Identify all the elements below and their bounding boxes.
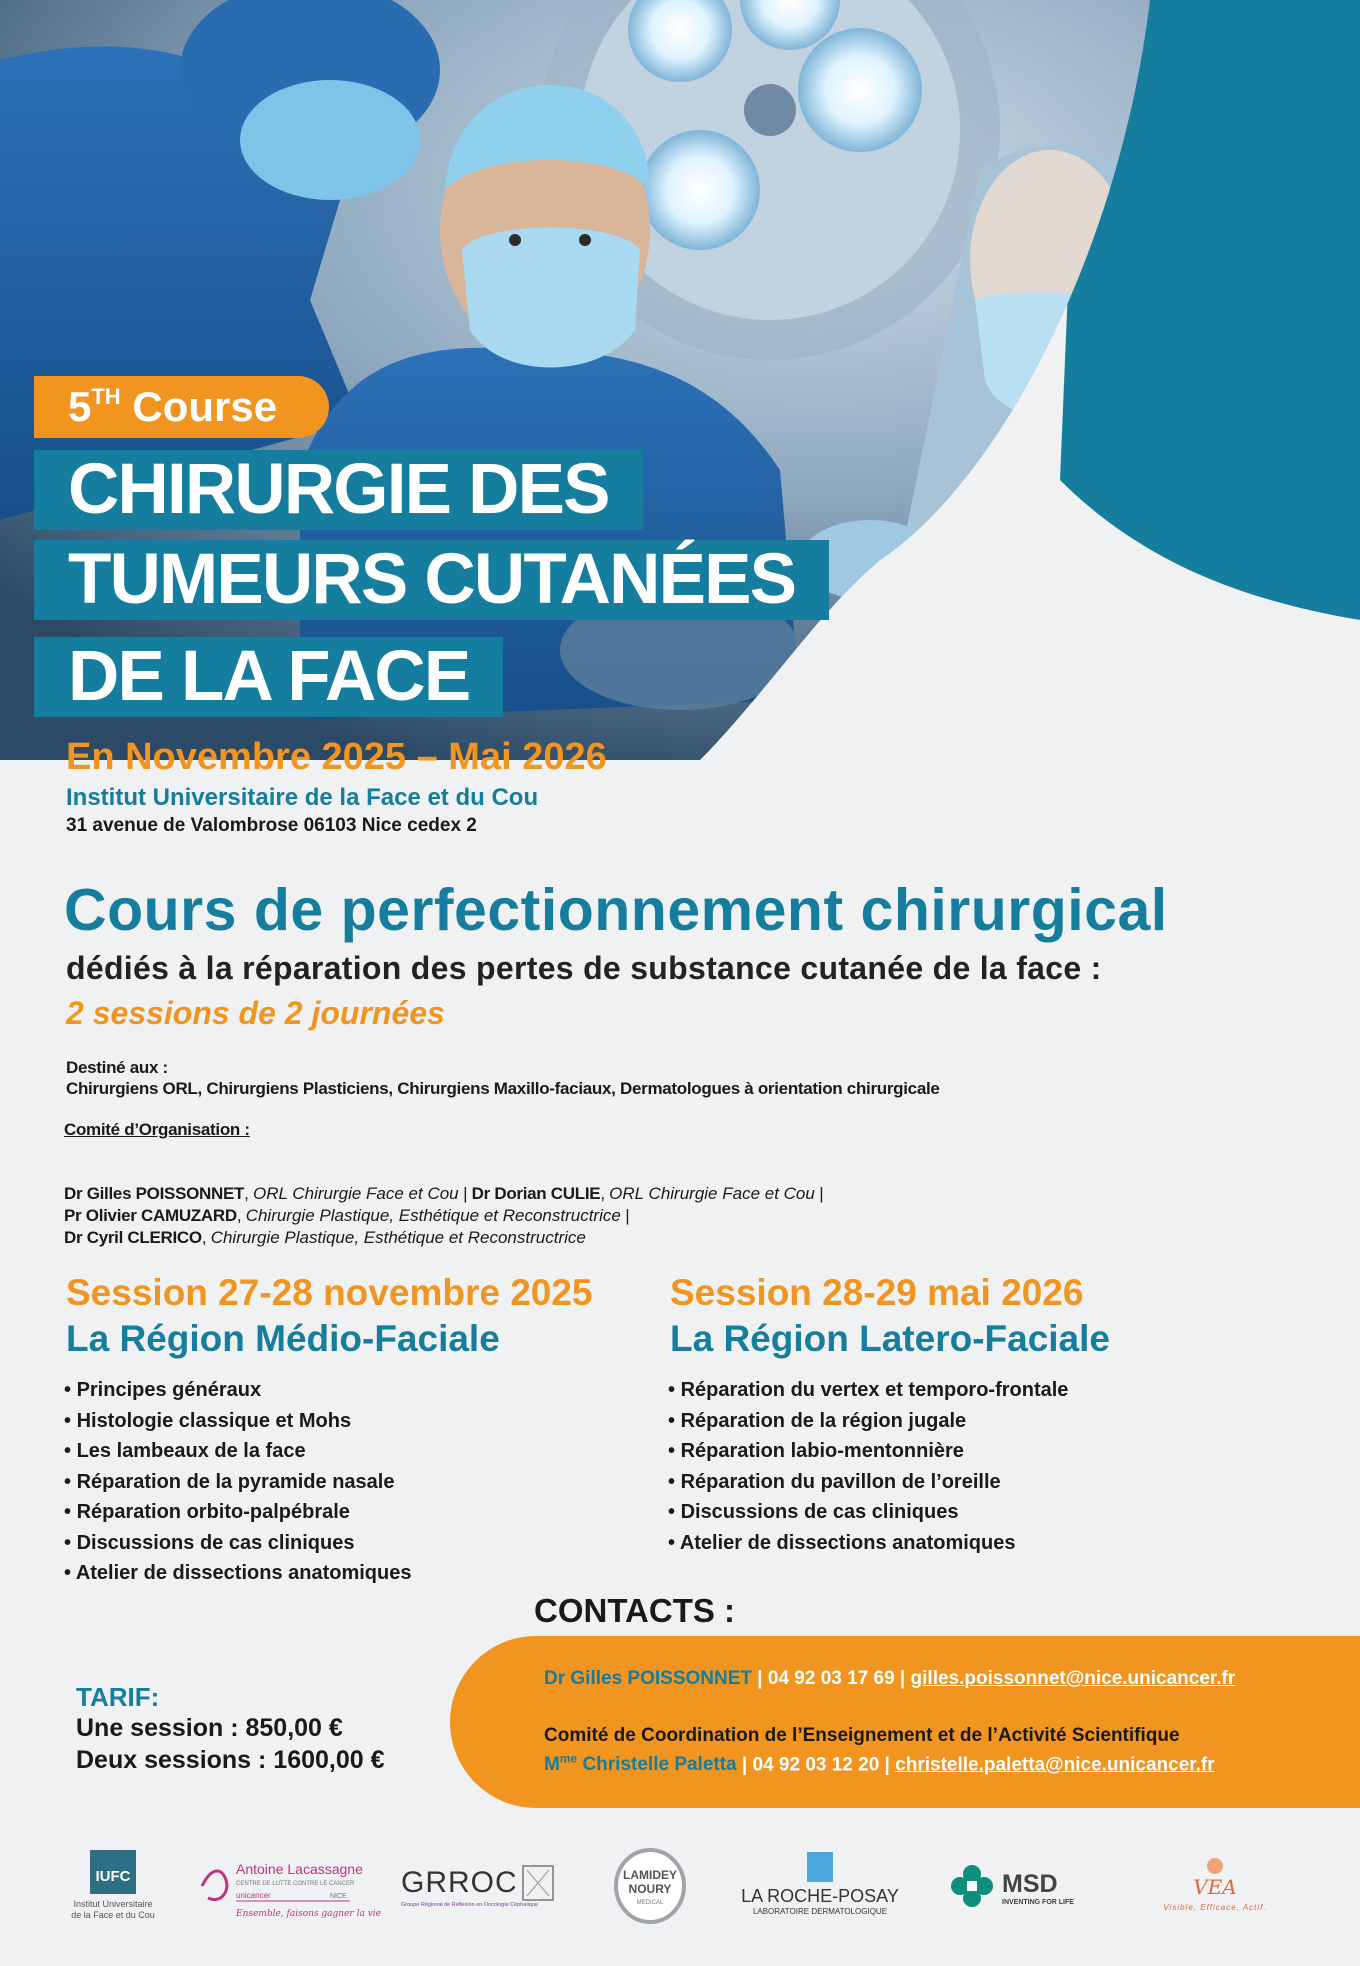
grroc-logo bbox=[395, 1846, 560, 1926]
committee-member-name: Dr Gilles POISSONNET bbox=[64, 1184, 245, 1203]
committee-member-role: ORL Chirurgie Face et Cou bbox=[609, 1184, 815, 1203]
list-item: • Réparation du vertex et temporo-frontale bbox=[668, 1375, 1068, 1406]
svg-text:LAMIDEY: LAMIDEY bbox=[623, 1868, 677, 1882]
tarif-label: TARIF: bbox=[76, 1682, 160, 1712]
contacts-title: CONTACTS : bbox=[534, 1592, 736, 1629]
contact-1-phone: | 04 92 03 17 69 | bbox=[752, 1668, 911, 1689]
msd-logo bbox=[950, 1846, 1100, 1926]
iufc-logo bbox=[60, 1846, 170, 1926]
svg-text:Groupe Régional de Réflexion e: Groupe Régional de Réflexion en Oncologie Céphalique bbox=[401, 1902, 538, 1908]
svg-text:de la Face et du Cou: de la Face et du Cou bbox=[71, 1910, 155, 1920]
title-line-1: CHIRURGIE DES bbox=[34, 450, 643, 530]
committee-member-role: ORL Chirurgie Face et Cou bbox=[252, 1184, 459, 1203]
list-item: • Les lambeaux de la face bbox=[64, 1436, 411, 1467]
svg-text:MSD: MSD bbox=[1002, 1870, 1058, 1898]
contact-1-email-link[interactable]: gilles.poissonnet@nice.unicancer.fr bbox=[910, 1668, 1236, 1689]
svg-text:GRROC: GRROC bbox=[401, 1866, 518, 1899]
contact-2-name: $M^{me}$ Christelle Paletta bbox=[544, 1752, 737, 1776]
svg-text:NICE: NICE bbox=[330, 1893, 347, 1900]
list-item: • Principes généraux bbox=[64, 1375, 411, 1406]
la-roche-posay-logo bbox=[735, 1846, 905, 1926]
list-item: • Atelier de dissections anatomiques bbox=[668, 1528, 1068, 1559]
svg-text:CENTRE DE LUTTE CONTRE LE CANC: CENTRE DE LUTTE CONTRE LE CANCER bbox=[236, 1881, 355, 1887]
svg-text:Ensemble, faisons gagner la vi: Ensemble, faisons gagner la vie bbox=[236, 1909, 381, 1919]
session-1-region: La Région Médio-Faciale bbox=[66, 1318, 500, 1359]
list-item: • Réparation orbito-palpébrale bbox=[64, 1497, 411, 1528]
svg-text:VEA: VEA bbox=[1193, 1875, 1237, 1899]
contact-1-name: Dr Gilles POISSONNET bbox=[544, 1668, 752, 1689]
title-line-2: TUMEURS CUTANÉES bbox=[34, 540, 829, 620]
committee-member-name: Pr Olivier CAMUZARD bbox=[64, 1206, 237, 1225]
audience-list: Chirurgiens ORL, Chirurgiens Plasticiens, Chirurgiens Maxillo-faciaux, Dermatologues à orientation chirurgicale bbox=[66, 1079, 940, 1098]
audience-label: Destiné aux : bbox=[66, 1058, 168, 1077]
sessions-note: 2 sessions de 2 journées bbox=[66, 995, 445, 1031]
tarif-one-session: Une session : 850,00 € bbox=[76, 1714, 343, 1742]
badge-number: 5 bbox=[68, 383, 92, 430]
committee-member-role: Chirurgie Plastique, Esthétique et Reconstructrice bbox=[245, 1206, 621, 1225]
contact-line-1 bbox=[544, 1668, 1235, 1690]
session-2-title: Session 28-29 mai 2026 bbox=[670, 1272, 1084, 1313]
committee-line-1: Dr Gilles POISSONNET, ORL Chirurgie Face et Cou | Dr Dorian CULIE, ORL Chirurgie Face et Cou | bbox=[64, 1184, 824, 1203]
committee-coordination: Comité de Coordination de l’Enseignement et de l’Activité Scientifique bbox=[544, 1725, 1180, 1746]
list-item: • Réparation de la région jugale bbox=[668, 1406, 1068, 1437]
svg-text:MEDICAL: MEDICAL bbox=[636, 1900, 664, 1906]
svg-text:Visible, Efficace, Actif.: Visible, Efficace, Actif. bbox=[1163, 1903, 1267, 1912]
title-line-3: DE LA FACE bbox=[34, 637, 503, 717]
svg-text:LA ROCHE-POSAY: LA ROCHE-POSAY bbox=[741, 1886, 899, 1906]
committee-member-name: Dr Dorian CULIE bbox=[471, 1184, 601, 1203]
intro-heading: Cours de perfectionnement chirurgical bbox=[64, 877, 1168, 943]
svg-text:LABORATOIRE DERMATOLOGIQUE: LABORATOIRE DERMATOLOGIQUE bbox=[752, 1907, 888, 1916]
list-item: • Atelier de dissections anatomiques bbox=[64, 1558, 411, 1589]
svg-text:IUFC: IUFC bbox=[95, 1868, 131, 1885]
list-item: • Histologie classique et Mohs bbox=[64, 1406, 411, 1437]
session-2-region: La Région Latero-Faciale bbox=[670, 1318, 1110, 1359]
svg-text:Institut Universitaire: Institut Universitaire bbox=[73, 1899, 153, 1909]
list-item: • Réparation de la pyramide nasale bbox=[64, 1467, 411, 1498]
vea-logo bbox=[1140, 1846, 1290, 1926]
list-item: • Discussions de cas cliniques bbox=[64, 1528, 411, 1559]
lacassagne-logo bbox=[190, 1846, 381, 1926]
contact-line-2 bbox=[544, 1752, 1215, 1776]
committee-label: Comité d’Organisation : bbox=[64, 1120, 250, 1139]
badge-word: Course bbox=[132, 383, 278, 430]
committee-line-2: Pr Olivier CAMUZARD, Chirurgie Plastique, Esthétique et Reconstructrice | bbox=[64, 1206, 630, 1225]
committee-member-name: Dr Cyril CLERICO bbox=[64, 1228, 202, 1247]
svg-text:unicancer: unicancer bbox=[236, 1891, 271, 1900]
session-2-topics bbox=[668, 1375, 1068, 1558]
session-1-topics bbox=[64, 1375, 411, 1589]
lamidey-noury-logo bbox=[605, 1846, 695, 1926]
list-item: • Réparation du pavillon de l’oreille bbox=[668, 1467, 1068, 1498]
course-badge bbox=[34, 376, 329, 438]
svg-text:INVENTING FOR LIFE: INVENTING FOR LIFE bbox=[1002, 1899, 1074, 1906]
event-dates: En Novembre 2025 – Mai 2026 bbox=[66, 736, 607, 778]
list-item: • Réparation labio-mentonnière bbox=[668, 1436, 1068, 1467]
svg-text:NOURY: NOURY bbox=[628, 1882, 672, 1896]
badge-ordinal: TH bbox=[91, 384, 121, 409]
intro-subheading: dédiés à la réparation des pertes de substance cutanée de la face : bbox=[66, 950, 1102, 986]
session-1-title: Session 27-28 novembre 2025 bbox=[66, 1272, 593, 1313]
committee-line-3: Dr Cyril CLERICO, Chirurgie Plastique, Esthétique et Reconstructrice bbox=[64, 1228, 586, 1247]
event-address: 31 avenue de Valombrose 06103 Nice cedex 2 bbox=[66, 815, 477, 836]
committee-member-role: Chirurgie Plastique, Esthétique et Reconstructrice bbox=[210, 1228, 586, 1247]
tarif-two-sessions: Deux sessions : 1600,00 € bbox=[76, 1746, 385, 1774]
event-institute: Institut Universitaire de la Face et du Cou bbox=[66, 784, 539, 811]
svg-text:Antoine Lacassagne: Antoine Lacassagne bbox=[236, 1861, 363, 1877]
contact-2-phone: | 04 92 03 12 20 | bbox=[736, 1754, 896, 1776]
contact-2-email-link[interactable]: christelle.paletta@nice.unicancer.fr bbox=[895, 1754, 1215, 1776]
contact-band bbox=[450, 1636, 1360, 1808]
list-item: • Discussions de cas cliniques bbox=[668, 1497, 1068, 1528]
